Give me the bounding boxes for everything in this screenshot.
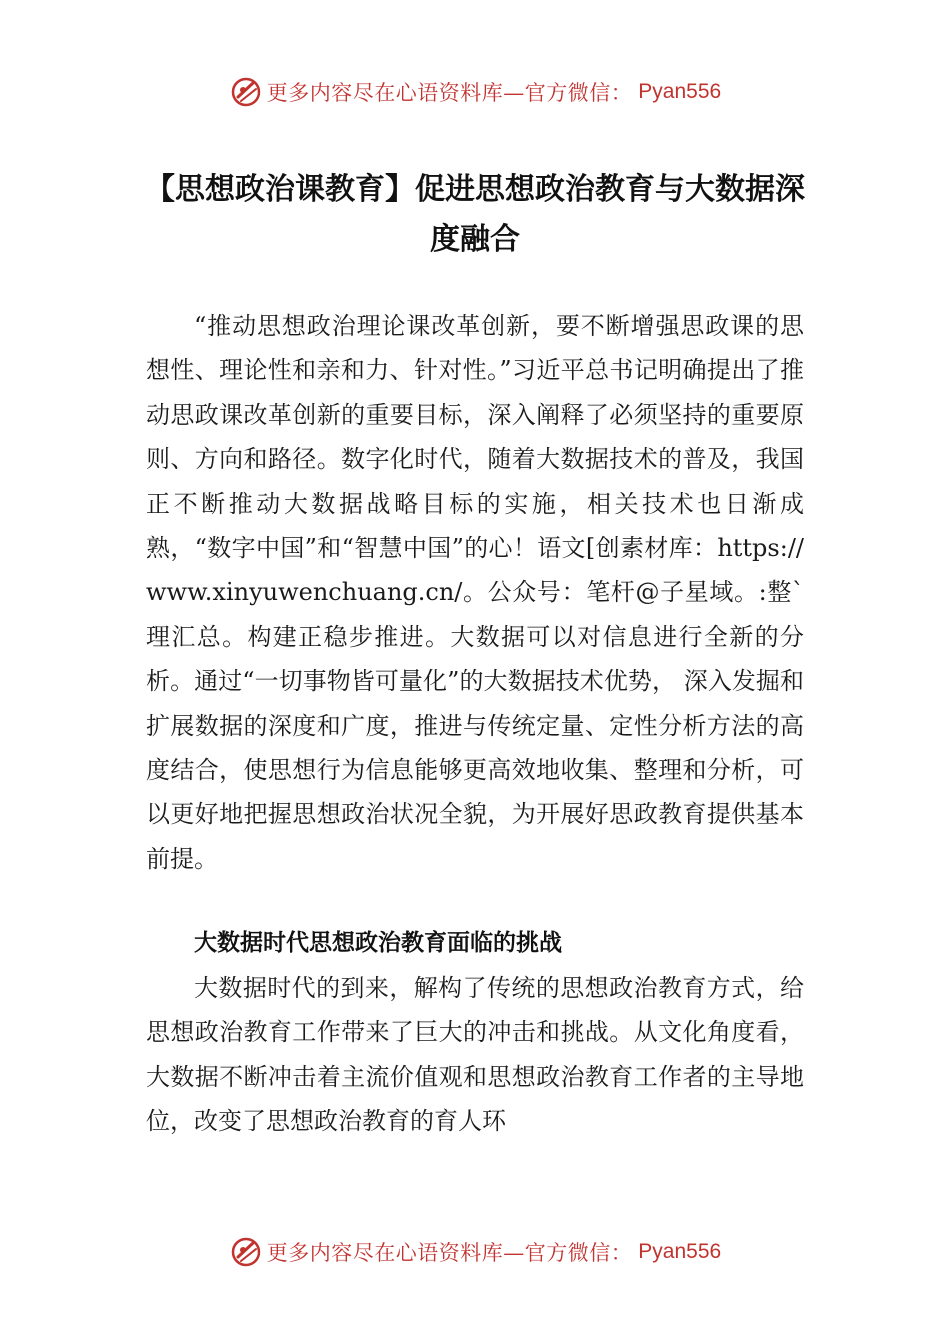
banner-wechat-id: Pyan556 (638, 1240, 722, 1263)
header-banner (0, 72, 950, 112)
document-title: 【思想政治课教育】促进思想政治教育与大数据深度融合 (145, 172, 805, 257)
banner-wechat-id: Pyan556 (638, 80, 722, 103)
banner-text: 更多内容尽在心语资料库—官方微信： (266, 81, 633, 105)
footer-banner (0, 1232, 950, 1272)
brand-logo-icon (229, 75, 263, 109)
brand-logo-icon (229, 1235, 263, 1269)
body-paragraph: 大数据时代的到来，解构了传统的思想政治教育方式，给思想政治教育工作带来了巨大的冲击和挑战。从文化角度看，大数据不断冲击着主流价值观和思想政治教育工作者的主导地位，改变了思想政治教育的育人环 (146, 974, 804, 1136)
banner-text: 更多内容尽在心语资料库—官方微信： (266, 1241, 633, 1265)
section-heading: 大数据时代思想政治教育面临的挑战 (194, 930, 562, 956)
body-paragraph: “推动思想政治理论课改革创新，要不断增强思政课的思想性、理论性和亲和力、针对性。”习近平总书记明确提出了推动思政课改革创新的重要目标，深入阐释了必须坚持的重要原则、方向和路径。数字化时代，随着大数据技术的普及，我国正不断推动大数据战略目标的实施，相关技术也日渐成熟，“数字中国”和“智慧中国”的心！语文[创素材库：https://www.xinyuwenchuang.cn/。公众号：笔杆@子星域。:整`理汇总。构建正稳步推进。大数据可以对信息进行全新的分析。通过“一切事物皆可量化”的大数据技术优势， 深入发掘和扩展数据的深度和广度，推进与传统定量、定性分析方法的高度结合，使思想行为信息能够更高效地收集、整理和分析，可以更好地把握思想政治状况全貌，为开展好思政教育提供基本前提。 (146, 312, 804, 873)
